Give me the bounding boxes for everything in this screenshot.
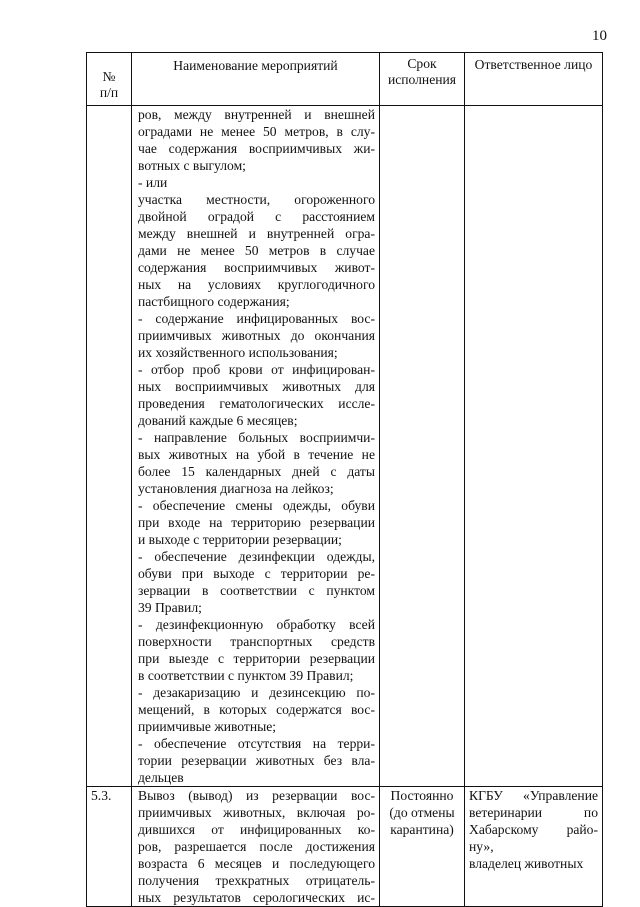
text-line: ну», <box>469 839 494 854</box>
text-line: содержания восприимчивых живот- <box>138 260 375 275</box>
text-line: Хабарскому райо- <box>469 822 598 837</box>
header-num <box>87 53 132 106</box>
text-line: чае содержания восприимчивых жи- <box>138 141 375 156</box>
text-line: - дезакаризацию и дезинсекцию по- <box>138 685 375 700</box>
text-line: ных на условиях круглогодичного <box>138 277 375 292</box>
text-line: обуви при выходе с территории ре- <box>138 566 375 581</box>
text-line: тории резервации животных без вла- <box>138 753 375 768</box>
text-line: и выходе с территории резервации; <box>138 532 342 547</box>
text-line: приимчивых животных, включая ро- <box>138 805 375 820</box>
text-line: - направление больных восприимчи- <box>138 430 375 445</box>
responsible-cell <box>465 106 603 787</box>
text-line: ров, между внутренней и внешней <box>138 107 375 122</box>
row-number <box>87 106 132 787</box>
text-line: ветеринарии по <box>469 805 598 820</box>
header-term-line: исполнения <box>387 72 457 87</box>
text-line: (до отмены <box>389 805 455 820</box>
text-line: Вывоз (вывод) из резервации вос- <box>138 788 375 803</box>
activity-text <box>132 106 380 787</box>
text-line: в соответствии с пунктом 39 Правил; <box>138 668 354 683</box>
text-line: оградами не менее 50 метров, в слу- <box>138 124 375 139</box>
text-line: - дезинфекционную обработку всей <box>138 617 375 632</box>
text-line: установления диагноза на лейкоз; <box>138 481 334 496</box>
text-line: при входе на территорию резервации <box>138 515 375 530</box>
text-line: - обеспечение смены одежды, обуви <box>138 498 375 513</box>
text-line: владелец животных <box>469 856 584 871</box>
text-line: пастбищного содержания; <box>138 294 290 309</box>
text-line: вотных с выгулом; <box>138 158 246 173</box>
row-number: 5.3. <box>87 787 132 907</box>
text-line: приимчивые животные; <box>138 719 277 734</box>
table-row <box>87 787 603 907</box>
text-line: получения трехкратных отрицатель- <box>138 873 375 888</box>
activities-table <box>86 52 603 907</box>
header-num-line: № <box>102 69 116 84</box>
text-line: двойной оградой с расстоянием <box>138 209 375 224</box>
text-line: зервации в соответствии с пунктом <box>138 583 375 598</box>
text-line: карантина) <box>390 822 454 837</box>
text-line: - обеспечение дезинфекции одежды, <box>138 549 375 564</box>
text-line: - отбор проб крови от инфицирован- <box>138 362 375 377</box>
text-line: - или <box>138 175 168 190</box>
header-term <box>380 53 465 106</box>
text-line: их хозяйственного использования; <box>138 345 338 360</box>
header-num-line: п/п <box>99 85 119 100</box>
header-responsible: Ответственное лицо <box>465 53 603 106</box>
text-line: Постоянно <box>390 788 454 803</box>
activity-text <box>132 787 380 907</box>
page-number: 10 <box>592 28 607 44</box>
text-line: ных результатов серологических ис- <box>138 890 375 905</box>
text-line: вых животных на убой в течение не <box>138 447 375 462</box>
term-cell <box>380 106 465 787</box>
term-cell <box>380 787 465 907</box>
text-line: - обеспечение отсутствия на терри- <box>138 736 375 751</box>
text-line: возраста 6 месяцев и последующего <box>138 856 375 871</box>
text-line: ров, разрешается после достижения <box>138 839 375 854</box>
text-line: между внешней и внутренней огра- <box>138 226 375 241</box>
text-line: КГБУ «Управление <box>469 788 598 803</box>
text-line: дившихся от инфицированных ко- <box>138 822 375 837</box>
text-line: приимчивых животных до окончания <box>138 328 375 343</box>
text-line: при выезде с территории резервации <box>138 651 375 666</box>
responsible-cell <box>465 787 603 907</box>
text-line: участка местности, огороженного <box>138 192 375 207</box>
table-header-row <box>87 53 603 106</box>
text-line: дований каждые 6 месяцев; <box>138 413 298 428</box>
table-row <box>87 106 603 787</box>
text-line: мещений, в которых содержатся вос- <box>138 702 375 717</box>
header-term-line: Срок <box>407 56 437 71</box>
header-activity: Наименование мероприятий <box>132 53 380 106</box>
text-line: дельцев <box>138 770 184 785</box>
text-line: проведения гематологических иссле- <box>138 396 375 411</box>
text-line: 39 Правил; <box>138 600 202 615</box>
text-line: более 15 календарных дней с даты <box>138 464 375 479</box>
text-line: - содержание инфицированных вос- <box>138 311 375 326</box>
text-line: дами не менее 50 метров в случае <box>138 243 375 258</box>
text-line: поверхности транспортных средств <box>138 634 375 649</box>
text-line: ных восприимчивых животных для <box>138 379 375 394</box>
